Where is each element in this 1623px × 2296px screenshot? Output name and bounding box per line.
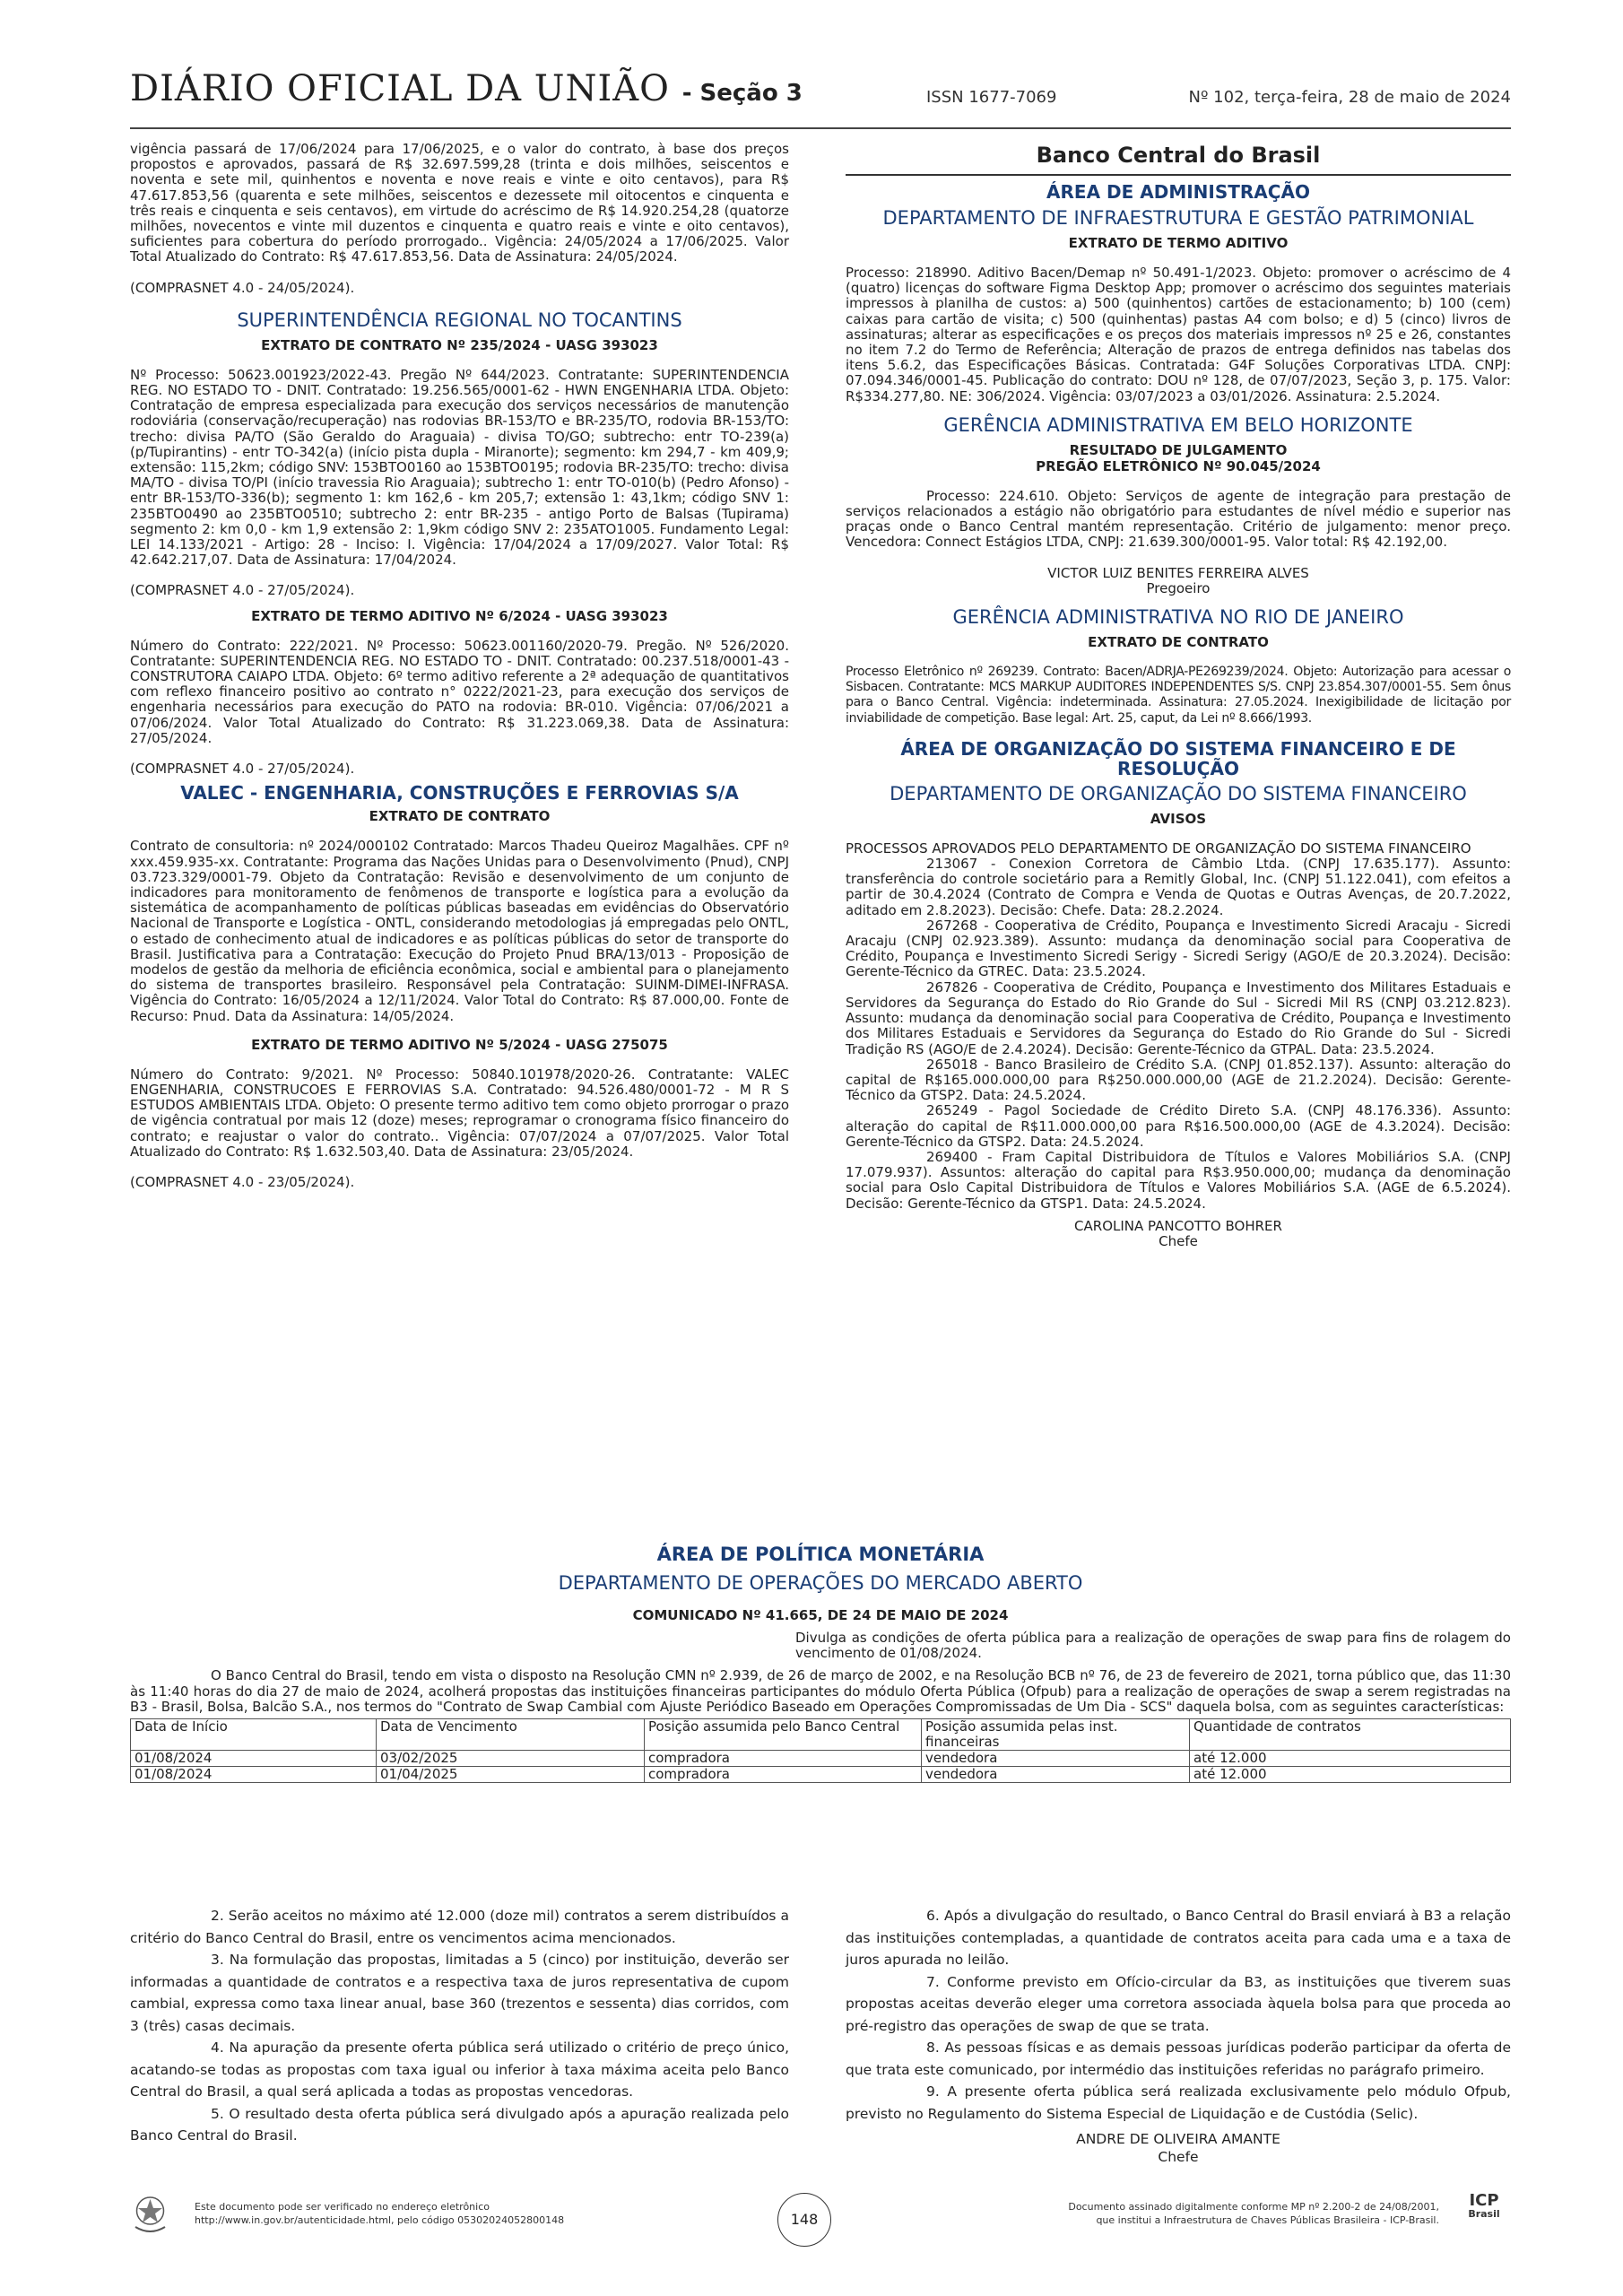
- heading-dept-organizacao: DEPARTAMENTO DE ORGANIZAÇÃO DO SISTEMA FINANCEIRO: [890, 782, 1467, 804]
- signature-line: que institui a Infraestrutura de Chaves Públicas Brasileira - ICP-Brasil.: [1096, 2214, 1439, 2226]
- table-header-cell: Posição assumida pelas inst. financeiras: [922, 1719, 1190, 1751]
- extrato-contrato-235-title: EXTRATO DE CONTRATO Nº 235/2024 - UASG 393023: [261, 336, 658, 353]
- heading-sr-tocantins: SUPERINTENDÊNCIA REGIONAL NO TOCANTINS: [237, 309, 682, 331]
- heading-area-organizacao: ÁREA DE ORGANIZAÇÃO DO SISTEMA FINANCEIRO E DE RESOLUÇÃO: [900, 737, 1456, 779]
- digital-signature-note: [1068, 2200, 1439, 2227]
- comunicado-paragraph: 3. Na formulação das propostas, limitadas a 5 (cinco) por instituição, deverão ser informadas a quantidade de contratos e a respectiva taxa de juros representativa de cupom cambial, expressa como taxa linear anual, base 360 (trezentos e sessenta) dias corridos, com 3 (três) casas decimais.: [130, 1952, 789, 2034]
- comunicado-paragraph: 7. Conforme previsto em Ofício-circular da B3, as instituições que tiverem suas propostas aceitas deverão eleger uma corretora associada àquela bolsa para que proceda ao pré-registro das operações de swap de que se trata.: [846, 1973, 1511, 2034]
- table-cell: 01/08/2024: [131, 1767, 377, 1783]
- org-signature-name: CAROLINA PANCOTTO BOHRER: [1074, 1217, 1282, 1234]
- verification-line: Este documento pode ser verificado no endereço eletrônico: [195, 2201, 490, 2213]
- adm-extrato-title: EXTRATO DE TERMO ADITIVO: [1068, 235, 1289, 251]
- comunicado-ementa: Divulga as condições de oferta pública para a realização de operações de swap para fins de rolagem do vencimento de 01/08/2024.: [795, 1630, 1511, 1662]
- comunicado-paragraph: 4. Na apuração da presente oferta pública será utilizado o critério de preço único, acatando-se todas as propostas com taxa igual ou inferior à taxa máxima aceita pelo Banco Central do Brasil, a qual será aplicada a todas as propostas vencedoras.: [130, 2039, 789, 2100]
- issn: ISSN 1677-7069: [926, 88, 1057, 107]
- comunicado-paragraph: 2. Serão aceitos no máximo até 12.000 (doze mil) contratos a serem distribuídos a critério do Banco Central do Brasil, entre os vencimentos acima mencionados.: [130, 1908, 789, 1946]
- heading-valec: VALEC - ENGENHARIA, CONSTRUÇÕES E FERROVIAS S/A: [180, 782, 739, 804]
- comunicado-paragraph: 6. Após a divulgação do resultado, o Banco Central do Brasil enviará à B3 a relação das instituições contempladas, a quantidade de contratos aceita para cada uma e a taxa de juros apurada no leilão.: [846, 1908, 1511, 1968]
- comunicado-signature-name: ANDRE DE OLIVEIRA AMANTE: [1076, 2131, 1280, 2147]
- monetaria-section: [130, 1543, 1511, 1783]
- bank-heading: Banco Central do Brasil: [846, 142, 1511, 176]
- comunicado-body: O Banco Central do Brasil, tendo em vista o disposto na Resolução CMN nº 2.939, de 26 de março de 2002, e na Resolução BCB nº 76, de 23 de fevereiro de 2021, torna público que, das 11:30 às 11:40 horas do dia 27 de maio de 2024, acolherá propostas das instituições financeiras participantes do módulo Oferta Pública (Ofpub) para a realização de operações de swap a serem registradas na B3 - Brasil, Bolsa, Balcão S.A., nos termos do "Contrato de Swap Cambial com Ajuste Periódico Baseado em Operações Compromissadas de Um Dia - SCS" daquela bolsa, com as seguintes características:: [130, 1667, 1511, 1715]
- heading-area-administracao: ÁREA DE ADMINISTRAÇÃO: [1046, 181, 1310, 203]
- org-item: 213067 - Conexion Corretora de Câmbio Ltda. (CNPJ 17.635.177). Assunto: transferência do controle societário para a Remitly Global, Inc. (CNPJ 51.122.041), com efeitos a partir de 30.4.2024 (Contrato de Compra e Venda de Quotas e Outras Avenças, de 20.7.2022, aditado em 2.8.2023). Decisão: Chefe. Data: 28.2.2024.: [846, 856, 1511, 918]
- comunicado-left-column: [130, 1905, 789, 2147]
- page-footer: [130, 2193, 1511, 2256]
- table-cell: compradora: [645, 1767, 922, 1783]
- swap-table-header: [131, 1719, 1511, 1751]
- org-lead: PROCESSOS APROVADOS PELO DEPARTAMENTO DE ORGANIZAÇÃO DO SISTEMA FINANCEIRO: [846, 839, 1471, 857]
- comunicado-title: COMUNICADO Nº 41.665, DE 24 DE MAIO DE 2024: [632, 1607, 1009, 1623]
- left-column: [130, 142, 789, 1190]
- heading-gerencia-bh: GERÊNCIA ADMINISTRATIVA EM BELO HORIZONTE: [943, 413, 1413, 436]
- org-avisos-title: AVISOS: [1150, 810, 1207, 827]
- rj-extrato-text: Processo Eletrônico nº 269239. Contrato: Bacen/ADRJA-PE269239/2024. Objeto: Autorização para acessar o Sisbacen. Contratante: MCS MARKUP AUDITORES INDEPENDENTES S/S. CNPJ 23.854.307/0001-55. Sem ônus para o Banco Central. Vigência: indeterminada. Assinatura: 27.05.2024. Inexigibilidade de licitação por inviabilidade de competição. Base legal: Art. 25, caput, da Lei nº 8.666/1993.: [846, 665, 1511, 726]
- table-cell: 01/04/2025: [377, 1767, 645, 1783]
- verification-note: [195, 2200, 564, 2227]
- masthead-rule: [130, 127, 1511, 129]
- valec-extrato-aditivo-5-source: (COMPRASNET 4.0 - 23/05/2024).: [130, 1173, 355, 1190]
- coat-of-arms-icon: [130, 2193, 170, 2236]
- org-item: 267268 - Cooperativa de Crédito, Poupança e Investimento Sicredi Aracaju - Sicredi Aracaju (CNPJ 02.923.389). Assunto: mudança da denominação social para Cooperativa de Crédito, Poupança e Investimento Sicredi Serigy - Sicredi Serigy (AGO/E de 20.3.2024). Decisão: Gerente-Técnico da GTREC. Data: 23.5.2024.: [846, 917, 1511, 980]
- org-item: 269400 - Fram Capital Distribuidora de Títulos e Valores Mobiliários S.A. (CNPJ 17.079.937). Assuntos: alteração do capital para R$3.950.000,00; mudança da denominação social para Oslo Capital Distribuidora de Títulos e Valores Mobiliários S.A. (AGE de 6.5.2024). Decisão: Gerente-Técnico da GTSP1. Data: 24.5.2024.: [846, 1148, 1511, 1212]
- masthead: [130, 68, 1511, 122]
- table-cell: vendedora: [922, 1767, 1190, 1783]
- org-signature-role: Chefe: [1159, 1232, 1198, 1249]
- org-item: 267826 - Cooperativa de Crédito, Poupança e Investimento dos Militares Estaduais e Servidores da Segurança do Estado do Rio Grande do Sul - Sicredi Mil RS (CNPJ 03.212.823). Assunto: mudança da denominação social para Cooperativa de Crédito, Poupança e Investimento dos Militares Estaduais e Servidores da Segurança do Estado do Rio Grande do Sul - Sicredi Tradição RS (AGO/E de 2.4.2024). Decisão: Gerente-Técnico da GTPAL. Data: 23.5.2024.: [846, 978, 1511, 1057]
- table-cell: compradora: [645, 1751, 922, 1767]
- valec-extrato-aditivo-5-text: Número do Contrato: 9/2021. Nº Processo: 50840.101978/2020-26. Contratante: VALEC ENGENHARIA, CONSTRUCOES E FERROVIAS S.A. Contratado: 94.526.480/0001-72 - M R S ESTUDOS AMBIENTAIS LTDA. Objeto: O presente termo aditivo tem como objeto prorrogar o prazo de vigência contratual por mais 12 (doze) meses; reprogramar o cronograma físico financeiro do contrato; e reajustar o valor do contrato.. Vigência: 07/07/2024 a 07/07/2025. Valor Total Atualizado do Contrato: R$ 1.632.503,40. Data de Assinatura: 23/05/2024.: [130, 1065, 789, 1160]
- extrato-aditivo-6-text: Número do Contrato: 222/2021. Nº Processo: 50623.001160/2020-79. Pregão. Nº 526/2020. Contratante: SUPERINTENDENCIA REG. NO ESTADO TO - DNIT. Contratado: 00.237.518/0001-43 - CONSTRUTORA CAIAPO LTDA. Objeto: 6º termo aditivo referente a 2ª adequação de quantitativos com reflexo financeiro positivo ao contrato n° 0222/2021-23, para execução dos serviços de engenharia necessários para execução do PATO na rodovia: BR-010. Vigência: 07/06/2021 a 07/06/2024. Valor Total Atualizado do Contrato: R$ 31.223.069,38. Data de Assinatura: 27/05/2024.: [130, 637, 789, 746]
- rj-extrato-title: EXTRATO DE CONTRATO: [1088, 634, 1269, 651]
- section-label: - Seção 3: [681, 80, 803, 107]
- table-header-cell: Posição assumida pelo Banco Central: [645, 1719, 922, 1751]
- adm-extrato-text: Processo: 218990. Aditivo Bacen/Demap nº 50.491-1/2023. Objeto: promover o acréscimo de 4 (quatro) licenças do software Figma Desktop App; promover o acréscimo dos seguintes materiais impressos à planilha de custos: a) 500 (quinhentos) cartões de estacionamento; b) 100 (cem) caixas para cartão de visita; c) 500 (quinhentas) pastas A4 com bolso; e d) 5 (cinco) livros de assinaturas; alterar as especificações e os preços dos materiais impressos nº 25 e 26, constantes no item 7.2 do Termo de Referência; Alteração de prazos de entrega definidos nas tabelas dos itens 5.6.2, das Especificações Básicas. Contratada: G4F Soluções Corporativas LTDA. CNPJ: 07.094.346/0001-45. Publicação do contrato: DOU nº 128, de 07/07/2023, Seção 3, p. 175. Valor: R$334.277,80. NE: 306/2024. Vigência: 03/07/2023 a 03/01/2026. Assinatura: 2.5.2024.: [846, 265, 1511, 404]
- heading-dept-infraestrutura: DEPARTAMENTO DE INFRAESTRUTURA E GESTÃO PATRIMONIAL: [882, 207, 1474, 229]
- bh-text: Processo: 224.610. Objeto: Serviços de agente de integração para prestação de serviços relacionados a estágio não obrigatório para estudantes de nível médio e superior nas praças onde o Banco Central mantém representação. Critério de julgamento: menor preço. Vencedora: Connect Estágios LTDA, CNPJ: 21.639.300/0001-95. Valor total: R$ 42.192,00.: [846, 487, 1511, 551]
- right-column: [846, 142, 1511, 1249]
- table-row: [131, 1767, 1511, 1783]
- bh-title-pregao: PREGÃO ELETRÔNICO Nº 90.045/2024: [1036, 457, 1321, 474]
- extrato-aditivo-6-source: (COMPRASNET 4.0 - 27/05/2024).: [130, 761, 355, 778]
- valec-extrato-contrato-title: EXTRATO DE CONTRATO: [369, 808, 551, 825]
- bh-signature-name: VICTOR LUIZ BENITES FERREIRA ALVES: [1047, 564, 1309, 581]
- intro-source: (COMPRASNET 4.0 - 24/05/2024).: [130, 279, 355, 296]
- icp-brasil-logo-icon: ICP Brasil: [1468, 2191, 1500, 2220]
- comunicado-right-column: [846, 1905, 1511, 2166]
- table-cell: 01/08/2024: [131, 1751, 377, 1767]
- valec-extrato-aditivo-5-title: EXTRATO DE TERMO ADITIVO Nº 5/2024 - UASG 275075: [251, 1036, 668, 1053]
- extrato-contrato-235-text: Nº Processo: 50623.001923/2022-43. Pregão Nº 644/2023. Contratante: SUPERINTENDENCIA REG. NO ESTADO TO - DNIT. Contratado: 19.256.565/0001-62 - HWN ENGENHARIA LTDA. Objeto: Contratação de empresa especializada para execução dos serviços necessários de manutenção rodoviária (conservação/recuperação) nas rodovias BR-153/TO e BR-235/TO, rodovia BR-153/TO: trecho: divisa PA/TO (São Geraldo do Araguaia) - divisa TO/GO; subtrecho: entr TO-239(a) (p/Tupirantins) - entr TO-342(a) (início pista dupla - Miranorte); segmento: km 294,7 - km 409,9; extensão: 115,2km; código SNV: 153BTO0160 ao 153BTO0195; rodovia BR-235/TO: trecho: divisa MA/TO - divisa TO/PI (início travessia Rio Araguaia); subtrecho 1: entr TO-010(b) (Pedro Afonso) - entr BR-153/TO-336(b); segmento 1: km 162,6 - km 205,7; extensão 1: 43,1km; código SNV 1: 235BTO0490 ao 235BTO0510; subtrecho 2: entr BR-235 - antigo Porto de Balsas (Tupirama) segmento 2: km 0,0 - km 1,9 extensão 2: 1,9km código SNV 2: 235ATO1005. Fundamento Legal: LEI 14.133/2021 - Artigo: 28 - Inciso: I. Vigência: 17/04/2024 a 17/09/2027. Valor Total: R$ 42.642.217,07. Data de Assinatura: 17/04/2024.: [130, 366, 789, 569]
- signature-line: Documento assinado digitalmente conforme MP nº 2.200-2 de 24/08/2001,: [1068, 2201, 1439, 2213]
- comunicado-signature-role: Chefe: [1158, 2149, 1199, 2165]
- bh-signature-role: Pregoeiro: [1146, 579, 1211, 596]
- table-cell: até 12.000: [1190, 1767, 1511, 1783]
- comunicado-paragraph: 9. A presente oferta pública será realizada exclusivamente pelo módulo Ofpub, previsto no Regulamento do Sistema Especial de Liquidação e de Custódia (Selic).: [846, 2083, 1511, 2122]
- heading-gerencia-rj: GERÊNCIA ADMINISTRATIVA NO RIO DE JANEIRO: [952, 606, 1404, 629]
- intro-text: vigência passará de 17/06/2024 para 17/06/2025, e o valor do contrato, à base dos preços propostos e aprovados, passará de R$ 32.697.599,28 (trinta e dois milhões, seiscentos e noventa e sete mil, quinhentos e noventa e nove reais e vinte e oito centavos), para R$ 47.617.853,56 (quarenta e sete milhões, seiscentos e dezessete mil oitocentos e cinquenta e três reais e cinquenta e seis centavos), em virtude do acréscimo de R$ 14.920.254,28 (quatorze milhões, novecentos e vinte mil duzentos e cinquenta e quatro reais e vinte e oito centavos), suficientes para cobertura do período prorrogado.. Vigência: 24/05/2024 a 17/06/2025. Valor Total Atualizado do Contrato: R$ 47.617.853,56. Data de Assinatura: 24/05/2024.: [130, 141, 789, 265]
- org-item: 265249 - Pagol Sociedade de Crédito Direto S.A. (CNPJ 48.176.336). Assunto: alteração do capital de R$11.000.000,00 para R$16.500.000,00 (AGE de 4.3.2024). Decisão: Gerente-Técnico da GTSP2. Data: 24.5.2024.: [846, 1102, 1511, 1150]
- comunicado-paragraph: 5. O resultado desta oferta pública será divulgado após a apuração realizada pelo Banco Central do Brasil.: [130, 2105, 789, 2144]
- issue-number-date: Nº 102, terça-feira, 28 de maio de 2024: [1188, 88, 1511, 107]
- bh-title-resultado: RESULTADO DE JULGAMENTO: [1069, 441, 1288, 458]
- comunicado-paragraph: 8. As pessoas físicas e as demais pessoas jurídicas poderão participar da oferta de que trata este comunicado, por intermédio das instituições referidas no parágrafo primeiro.: [846, 2039, 1511, 2078]
- valec-extrato-contrato-text: Contrato de consultoria: nº 2024/000102 Contratado: Marcos Thadeu Queiroz Magalhães. CPF nº xxx.459.935-xx. Contratante: Programa das Nações Unidas para o Desenvolvimento (Pnud), CNPJ 03.723.329/0001-79. Objeto da Contratação: Revisão e desenvolvimento de um conjunto de indicadores para monitoramento de fenômenos de transporte e logística para a evolução da sistemática de acompanhamento de políticas públicas baseadas em evidências do Observatório Nacional de Transporte e Logística - ONTL, considerando metodologias já empregadas pelo ONTL, o estado de conhecimento atual de indicadores e as políticas públicas do setor de transporte do Brasil. Justificativa para a Contratação: Execução do Projeto Pnud BRA/13/013 - Proposição de modelos de gestão da melhoria de eficiência econômica, social e ambiental para o planejamento do sistema de transportes brasileiro. Responsável pela Contratação: SUINM-DIMEI-INFRASA. Vigência do Contrato: 16/05/2024 a 12/11/2024. Valor Total do Contrato: R$ 87.000,00. Fonte de Recurso: Pnud. Data da Assinatura: 14/05/2024.: [130, 838, 789, 1024]
- extrato-contrato-235-source: (COMPRASNET 4.0 - 27/05/2024).: [130, 582, 355, 599]
- swap-table: [130, 1718, 1511, 1783]
- table-header-cell: Data de Início: [131, 1719, 377, 1751]
- verification-url: http://www.in.gov.br/autenticidade.html, pelo código 05302024052800148: [195, 2214, 565, 2226]
- table-cell: até 12.000: [1190, 1751, 1511, 1767]
- heading-politica-monetaria: ÁREA DE POLÍTICA MONETÁRIA: [656, 1544, 985, 1565]
- publication-title: DIÁRIO OFICIAL DA UNIÃO - Seção 3: [130, 68, 803, 109]
- extrato-aditivo-6-title: EXTRATO DE TERMO ADITIVO Nº 6/2024 - UASG 393023: [251, 607, 668, 624]
- table-cell: 03/02/2025: [377, 1751, 645, 1767]
- table-cell: vendedora: [922, 1751, 1190, 1767]
- page-number: 148: [777, 2193, 831, 2247]
- heading-dept-mercado-aberto: DEPARTAMENTO DE OPERAÇÕES DO MERCADO ABERTO: [558, 1572, 1083, 1594]
- table-row: [131, 1751, 1511, 1767]
- table-header-cell: Data de Vencimento: [377, 1719, 645, 1751]
- org-item: 265018 - Banco Brasileiro de Crédito S.A. (CNPJ 01.852.137). Assunto: alteração do capital de R$165.000.000,00 para R$250.000.000,00 (AGE de 21.2.2024). Decisão: Gerente-Técnico da GTSP2. Data: 24.5.2024.: [846, 1056, 1511, 1104]
- table-header-cell: Quantidade de contratos: [1190, 1719, 1511, 1751]
